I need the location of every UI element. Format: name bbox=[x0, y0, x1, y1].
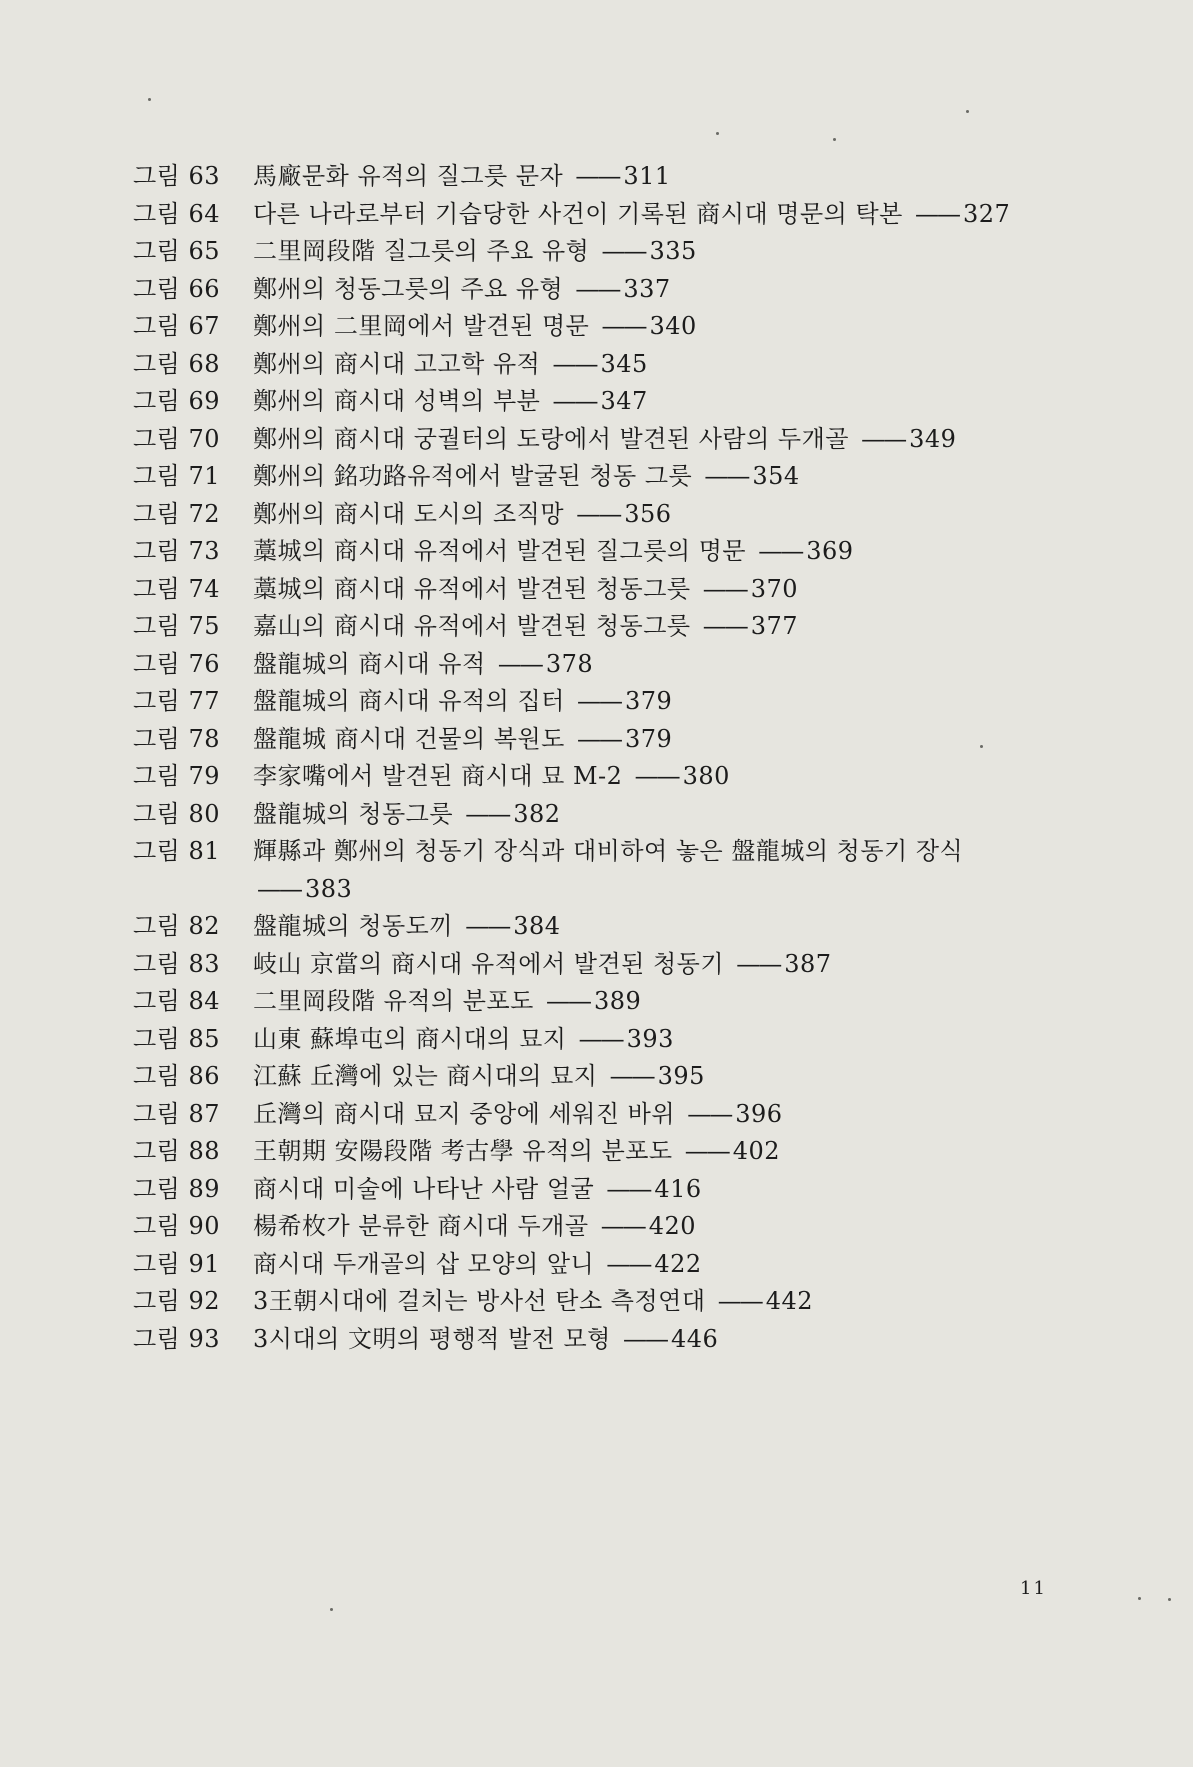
figure-caption: 嘉山의 商시대 유적에서 발견된 청동그릇 bbox=[253, 612, 691, 640]
figure-page-ref: 369 bbox=[806, 537, 854, 565]
figure-caption-line bbox=[253, 908, 1013, 946]
figure-caption: 二里岡段階 질그릇의 주요 유형 bbox=[253, 237, 590, 265]
figure-page-ref: 327 bbox=[962, 199, 1011, 228]
figure-page-ref: 335 bbox=[649, 237, 697, 265]
leader-dash: —— bbox=[606, 1249, 651, 1278]
figure-page-ref: 395 bbox=[657, 1062, 705, 1090]
leader-dash: —— bbox=[546, 987, 591, 1015]
leader-dash: —— bbox=[465, 799, 510, 828]
leader-dash: —— bbox=[577, 687, 621, 715]
figure-entry bbox=[133, 1133, 1033, 1171]
figure-entry bbox=[133, 571, 1033, 609]
figure-caption-line bbox=[253, 683, 1013, 721]
figure-label: 그림 82 bbox=[133, 912, 221, 940]
figure-page-ref: 377 bbox=[750, 612, 799, 640]
figure-caption-line bbox=[253, 1096, 1013, 1134]
figure-caption: 岐山 京當의 商시대 유적에서 발견된 청동기 bbox=[253, 949, 725, 978]
figure-page-ref: 420 bbox=[648, 1212, 696, 1240]
figure-page-ref: 370 bbox=[750, 574, 799, 603]
figure-label: 그림 75 bbox=[133, 612, 221, 640]
figure-entry bbox=[133, 1283, 1033, 1321]
figure-caption-line bbox=[253, 646, 1013, 684]
figure-entry bbox=[133, 983, 1033, 1021]
leader-dash: —— bbox=[702, 574, 747, 603]
leader-dash: —— bbox=[257, 874, 301, 903]
figure-caption-line bbox=[253, 608, 1013, 646]
leader-dash: —— bbox=[575, 162, 620, 190]
figure-caption: 盤龍城의 청동그릇 bbox=[253, 799, 454, 828]
figure-label: 그림 64 bbox=[133, 199, 221, 228]
figure-entry bbox=[133, 421, 1033, 459]
figure-label: 그림 91 bbox=[133, 1249, 221, 1278]
paper-speck bbox=[330, 1608, 333, 1611]
figure-entry bbox=[133, 721, 1033, 759]
page-number: 11 bbox=[1020, 1578, 1047, 1599]
figure-caption-line bbox=[253, 1283, 1013, 1321]
figure-page-ref: 416 bbox=[654, 1174, 702, 1203]
figure-page-ref: 384 bbox=[513, 912, 561, 940]
figure-page-ref: 442 bbox=[765, 1287, 813, 1315]
figure-caption-line bbox=[253, 271, 1013, 309]
figure-entry bbox=[133, 1246, 1033, 1284]
figure-entry bbox=[133, 533, 1033, 571]
leader-dash: —— bbox=[552, 387, 597, 415]
figure-caption-line bbox=[253, 383, 1013, 421]
figure-caption: 盤龍城 商시대 건물의 복원도 bbox=[253, 724, 565, 753]
figure-caption: 山東 蘇埠屯의 商시대의 묘지 bbox=[253, 1024, 567, 1053]
leader-dash: —— bbox=[704, 462, 749, 490]
figure-caption: 3王朝시대에 걸치는 방사선 탄소 측정연대 bbox=[253, 1287, 706, 1315]
figure-caption-line bbox=[253, 833, 1013, 908]
figure-entry bbox=[133, 496, 1033, 534]
figure-caption: 王朝期 安陽段階 考古學 유적의 분포도 bbox=[253, 1137, 673, 1165]
figure-label: 그림 87 bbox=[133, 1099, 221, 1128]
figure-label: 그림 88 bbox=[133, 1137, 221, 1165]
figure-entry bbox=[133, 1096, 1033, 1134]
figure-entry bbox=[133, 758, 1033, 796]
leader-dash: —— bbox=[552, 349, 597, 378]
figure-caption: 鄭州의 商시대 고고학 유적 bbox=[253, 349, 541, 378]
figure-entry bbox=[133, 608, 1033, 646]
figure-page-ref: 446 bbox=[670, 1324, 719, 1353]
figure-page-ref: 380 bbox=[682, 762, 730, 790]
figure-page-ref: 383 bbox=[305, 874, 353, 903]
figure-caption-line bbox=[253, 196, 1013, 234]
paper-speck bbox=[966, 110, 969, 113]
leader-dash: —— bbox=[578, 1024, 623, 1053]
figure-entry bbox=[133, 1058, 1033, 1096]
figure-caption-line bbox=[253, 1321, 1013, 1359]
figure-page-ref: 393 bbox=[626, 1024, 674, 1053]
leader-dash: —— bbox=[465, 912, 510, 940]
figure-label: 그림 72 bbox=[133, 499, 221, 528]
leader-dash: —— bbox=[497, 649, 542, 678]
figure-caption-line bbox=[253, 1058, 1013, 1096]
figure-entry bbox=[133, 383, 1033, 421]
figure-entry bbox=[133, 458, 1033, 496]
figure-label: 그림 69 bbox=[133, 387, 221, 415]
figure-label: 그림 71 bbox=[133, 462, 221, 490]
figure-caption: 藁城의 商시대 유적에서 발견된 청동그릇 bbox=[253, 574, 691, 603]
leader-dash: —— bbox=[576, 499, 621, 528]
figure-caption: 盤龍城의 청동도끼 bbox=[253, 912, 454, 940]
figure-label: 그림 67 bbox=[133, 312, 221, 340]
figure-caption-line bbox=[253, 796, 1013, 834]
figure-caption: 盤龍城의 商시대 유적 bbox=[253, 649, 486, 678]
figure-caption-line bbox=[253, 533, 1013, 571]
figure-page-ref: 337 bbox=[623, 274, 671, 303]
figure-caption: 鄭州의 銘功路유적에서 발굴된 청동 그릇 bbox=[253, 462, 693, 490]
figure-caption: 盤龍城의 商시대 유적의 집터 bbox=[253, 687, 565, 715]
figure-caption-line bbox=[253, 308, 1013, 346]
figure-entry bbox=[133, 346, 1033, 384]
figure-page-ref: 347 bbox=[600, 387, 648, 415]
figure-label: 그림 81 bbox=[133, 837, 221, 865]
figure-caption: 輝縣과 鄭州의 청동기 장식과 대비하여 놓은 盤龍城의 청동기 장식 bbox=[253, 837, 964, 865]
figure-entry bbox=[133, 196, 1033, 234]
figure-page-ref: 378 bbox=[545, 649, 594, 678]
paper-speck bbox=[833, 138, 836, 141]
figure-label: 그림 65 bbox=[133, 237, 221, 265]
figure-entry bbox=[133, 233, 1033, 271]
leader-dash: —— bbox=[600, 1212, 645, 1240]
figure-label: 그림 66 bbox=[133, 274, 221, 303]
figure-page-ref: 382 bbox=[513, 799, 561, 828]
paper-speck bbox=[1168, 1598, 1171, 1601]
figure-caption: 楊希枚가 분류한 商시대 두개골 bbox=[253, 1212, 589, 1240]
figure-caption-line bbox=[253, 421, 1013, 459]
leader-dash: —— bbox=[634, 762, 679, 790]
figure-label: 그림 63 bbox=[133, 162, 221, 190]
figure-caption-line bbox=[253, 496, 1013, 534]
figure-label: 그림 78 bbox=[133, 724, 221, 753]
figure-entry bbox=[133, 1208, 1033, 1246]
figure-entry bbox=[133, 683, 1033, 721]
figure-page-ref: 354 bbox=[752, 462, 800, 490]
leader-dash: —— bbox=[914, 199, 959, 228]
figure-entry bbox=[133, 1171, 1033, 1209]
figure-page-ref: 379 bbox=[625, 687, 673, 715]
figure-page-ref: 345 bbox=[600, 349, 648, 378]
figure-caption: 鄭州의 二里岡에서 발견된 명문 bbox=[253, 312, 590, 340]
figure-caption-line bbox=[253, 1246, 1013, 1284]
figure-entry bbox=[133, 158, 1033, 196]
figure-label: 그림 68 bbox=[133, 349, 221, 378]
figure-entry bbox=[133, 1321, 1033, 1359]
figure-caption: 鄭州의 商시대 성벽의 부분 bbox=[253, 387, 541, 415]
figure-label: 그림 85 bbox=[133, 1024, 221, 1053]
figure-caption: 李家嘴에서 발견된 商시대 묘 M-2 bbox=[253, 762, 623, 790]
figure-caption: 丘灣의 商시대 묘지 중앙에 세워진 바위 bbox=[253, 1099, 676, 1128]
paper-speck bbox=[716, 132, 719, 135]
figure-caption-line bbox=[253, 1133, 1013, 1171]
figure-caption: 다른 나라로부터 기습당한 사건이 기록된 商시대 명문의 탁본 bbox=[253, 199, 903, 228]
figure-label: 그림 73 bbox=[133, 537, 221, 565]
figure-label: 그림 86 bbox=[133, 1062, 221, 1090]
figure-caption: 商시대 두개골의 삽 모양의 앞니 bbox=[253, 1249, 595, 1278]
figure-caption-line bbox=[253, 946, 1013, 984]
figure-caption-line bbox=[253, 158, 1013, 196]
figure-page-ref: 356 bbox=[624, 499, 672, 528]
figure-caption-line bbox=[253, 721, 1013, 759]
figure-caption-line bbox=[253, 1021, 1013, 1059]
paper-speck bbox=[1138, 1597, 1141, 1600]
leader-dash: —— bbox=[687, 1099, 732, 1128]
figure-entry bbox=[133, 1021, 1033, 1059]
figure-caption-line bbox=[253, 571, 1013, 609]
paper-speck bbox=[980, 745, 983, 748]
leader-dash: —— bbox=[702, 612, 747, 640]
figure-caption-line bbox=[253, 458, 1013, 496]
leader-dash: —— bbox=[736, 949, 781, 978]
figure-label: 그림 79 bbox=[133, 762, 221, 790]
figure-entry bbox=[133, 908, 1033, 946]
figure-page-ref: 349 bbox=[909, 424, 957, 453]
figure-label: 그림 83 bbox=[133, 949, 221, 978]
figure-caption: 二里岡段階 유적의 분포도 bbox=[253, 987, 534, 1015]
figure-label: 그림 89 bbox=[133, 1174, 221, 1203]
figure-caption-line bbox=[253, 346, 1013, 384]
figure-caption-line bbox=[253, 1208, 1013, 1246]
leader-dash: —— bbox=[606, 1174, 651, 1203]
leader-dash: —— bbox=[758, 537, 803, 565]
figure-page-ref: 340 bbox=[649, 312, 697, 340]
figure-label: 그림 93 bbox=[133, 1324, 221, 1353]
figure-label: 그림 80 bbox=[133, 799, 221, 828]
figure-caption-line bbox=[253, 758, 1013, 796]
figure-page-ref: 311 bbox=[623, 162, 671, 190]
figure-caption: 鄭州의 商시대 도시의 조직망 bbox=[253, 499, 565, 528]
leader-dash: —— bbox=[861, 424, 906, 453]
figure-page-ref: 396 bbox=[735, 1099, 783, 1128]
figure-list bbox=[133, 158, 1033, 1358]
leader-dash: —— bbox=[717, 1287, 762, 1315]
figure-entry bbox=[133, 946, 1033, 984]
leader-dash: —— bbox=[684, 1137, 729, 1165]
figure-label: 그림 90 bbox=[133, 1212, 221, 1240]
figure-caption: 3시대의 文明의 평행적 발전 모형 bbox=[253, 1324, 611, 1353]
figure-caption-line bbox=[253, 1171, 1013, 1209]
figure-label: 그림 76 bbox=[133, 649, 221, 678]
figure-label: 그림 70 bbox=[133, 424, 221, 453]
figure-page-ref: 379 bbox=[625, 724, 673, 753]
figure-label: 그림 77 bbox=[133, 687, 221, 715]
figure-entry bbox=[133, 833, 1033, 908]
figure-entry bbox=[133, 308, 1033, 346]
leader-dash: —— bbox=[622, 1324, 667, 1353]
figure-page-ref: 402 bbox=[732, 1137, 781, 1165]
figure-caption: 江蘇 丘灣에 있는 商시대의 묘지 bbox=[253, 1062, 598, 1090]
figure-label: 그림 92 bbox=[133, 1287, 221, 1315]
figure-entry bbox=[133, 271, 1033, 309]
figure-caption-line bbox=[253, 233, 1013, 271]
figure-caption: 鄭州의 商시대 궁궐터의 도랑에서 발견된 사람의 두개골 bbox=[253, 424, 849, 453]
leader-dash: —— bbox=[609, 1062, 654, 1090]
figure-page-ref: 422 bbox=[654, 1249, 702, 1278]
figure-label: 그림 74 bbox=[133, 574, 221, 603]
figure-entry bbox=[133, 796, 1033, 834]
figure-caption-line bbox=[253, 983, 1013, 1021]
figure-caption: 藁城의 商시대 유적에서 발견된 질그릇의 명문 bbox=[253, 537, 747, 565]
leader-dash: —— bbox=[575, 274, 620, 303]
leader-dash: —— bbox=[601, 237, 646, 265]
figure-caption: 商시대 미술에 나타난 사람 얼굴 bbox=[253, 1174, 595, 1203]
figure-page-ref: 387 bbox=[784, 949, 832, 978]
figure-entry bbox=[133, 646, 1033, 684]
figure-label: 그림 84 bbox=[133, 987, 221, 1015]
leader-dash: —— bbox=[577, 724, 621, 753]
leader-dash: —— bbox=[601, 312, 646, 340]
paper-speck bbox=[148, 98, 151, 101]
figure-caption: 馬廠문화 유적의 질그릇 문자 bbox=[253, 162, 564, 190]
figure-page-ref: 389 bbox=[594, 987, 642, 1015]
figure-caption: 鄭州의 청동그릇의 주요 유형 bbox=[253, 274, 564, 303]
